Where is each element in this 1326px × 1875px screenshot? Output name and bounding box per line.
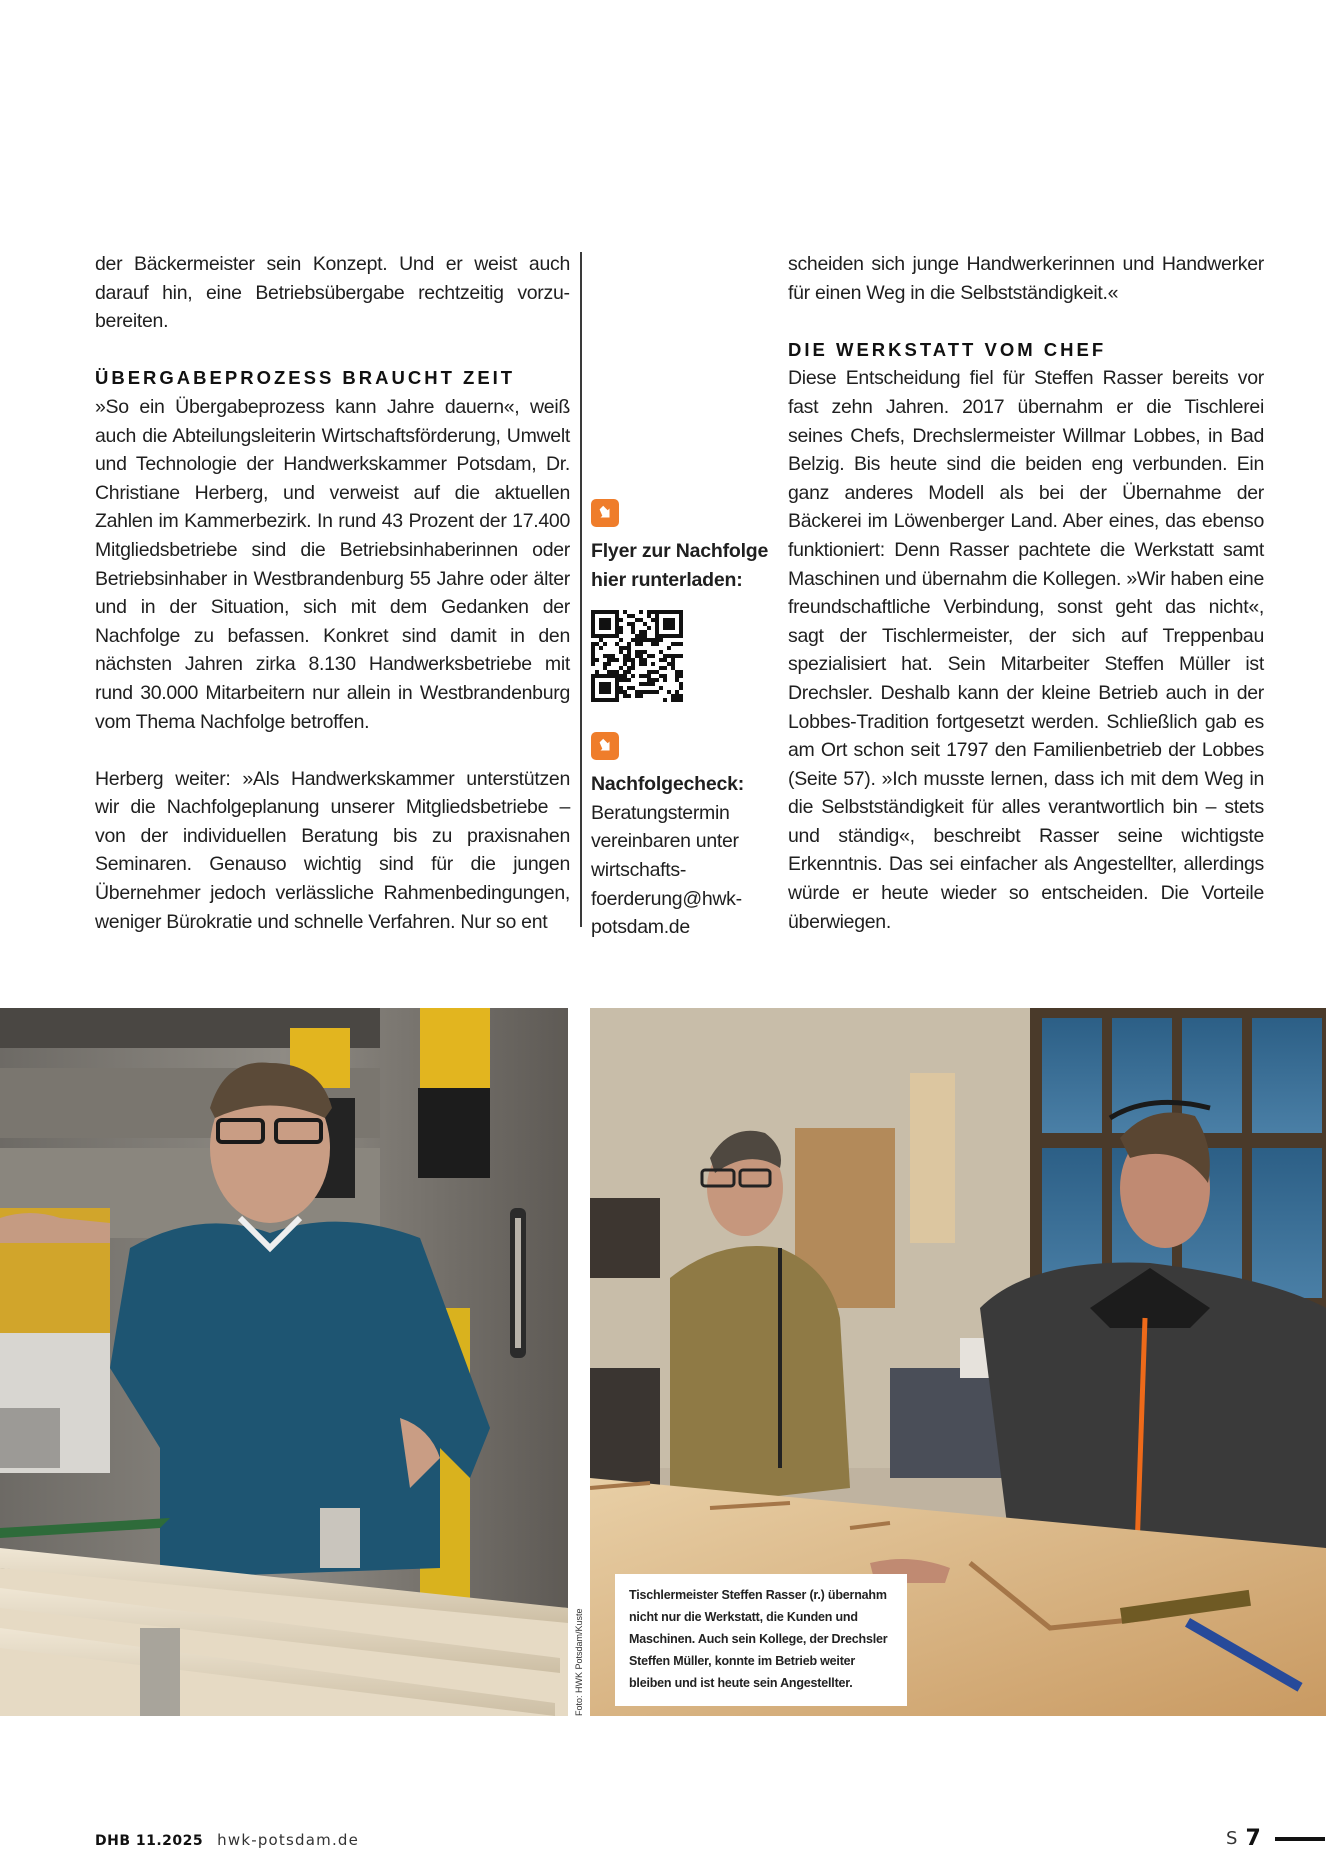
check-title: Nachfolgecheck:	[591, 773, 745, 796]
paragraph: der Bäckermeister sein Konzept. Und er weist auch darauf hin, eine Betriebsübergabe rechtzeitig vorzubereiten.	[95, 253, 570, 333]
arrow-down-right-icon	[591, 732, 619, 760]
photo-credit: Foto: HWK Potsdam/Kuste	[574, 1608, 584, 1716]
section-heading: ÜBERGABEPROZESS BRAUCHT ZEIT	[95, 367, 516, 389]
photo-baker	[0, 1008, 568, 1716]
contact-email-link[interactable]: Beratungstermin vereinbaren unter wirtschaftsfoerderung@hwk-potsdam.de	[591, 801, 742, 939]
arrow-down-right-icon	[591, 499, 619, 527]
issue-label: DHB 11.2025	[95, 1833, 204, 1849]
section-heading: DIE WERKSTATT VOM CHEF	[788, 338, 1107, 360]
info-sidebar	[591, 499, 776, 942]
page-prefix: S	[1226, 1828, 1238, 1849]
page-number: 7	[1245, 1826, 1261, 1851]
article-column-left	[95, 250, 570, 936]
photo-caption: Tischlermeister Steffen Rasser (r.) übernahm nicht nur die Werkstatt, die Kunden und Maschinen. Auch sein Kollege, der Drechsler Steffen Müller, konnte im Betrieb weiter bleiben und ist heute sein Angestellter.	[615, 1574, 907, 1706]
paragraph: »So ein Übergabeprozess kann Jahre dauern«, weiß auch die Abteilungsleiterin Wirtschaftsförderung, Umwelt und Technologie der Handwerkskammer Potsdam, Dr. Christiane Herberg, und verweist auf die aktuellen Zahlen im Kammerbezirk. In rund 43 Prozent der 17.400 Mitgliedsbetriebe sind die Betriebsinhaberinnen oder Betriebsinhaber in Westbrandenburg 55 Jahre oder älter und in der Situation, sich mit dem Gedanken der Nachfolge zu befassen. Konkret sind damit in den nächsten Jahren zirka 8.130 Handwerksbetriebe mit rund 30.000 Mitarbeitern nur allein in Westbrandenburg vom Thema Nachfolge betroffen.	[95, 395, 570, 733]
page-rule	[1275, 1837, 1325, 1841]
column-divider	[580, 252, 582, 927]
paragraph: scheiden sich junge Handwerkerinnen und Handwerker für einen Weg in die Selbstständigkeit.«	[788, 253, 1264, 304]
paragraph: Herberg weiter: »Als Handwerkskammer unterstützen wir die Nachfolgeplanung unserer Mitgliedsbetriebe – von der individuellen Beratung bis zu praxisnahen Seminaren. Genauso wichtig sind für die jungen Übernehmer jedoch verlässliche Rahmenbedingungen, weniger Bürokratie und schnelle Verfahren. Nur so ent	[95, 767, 570, 933]
footer-left	[95, 1831, 359, 1849]
flyer-title: Flyer zur Nachfolge hier runterladen:	[591, 540, 769, 591]
paragraph: Diese Entscheidung fiel für Steffen Rasser bereits vor fast zehn Jahren. 2017 übernahm er die Tischlerei seines Chefs, Drechslermeister Willmar Lobbes, in Bad Belzig. Bis heute sind die beiden eng verbunden. Ein ganz anderes Modell als bei der Übernahme der Bäckerei im Löwenberger Land. Aber eines, das ebenso funktioniert: Denn Rasser pachtete die Werkstatt samt Maschinen und übernahm die Kollegen. »Wir haben eine freundschaftliche Verbindung, sonst geht das nicht«, sagt der Tischlermeister, der sich auf Treppenbau spezialisiert hat. Sein Mitarbeiter Steffen Müller ist Drechsler. Deshalb kann der kleine Betrieb auch in der Lobbes-Tradition fortgesetzt werden. Schließlich gab es am Ort schon seit 1797 den Familienbetrieb der Lobbes (Seite 57). »Ich musste lernen, dass ich mit dem Weg in die Selbstständigkeit für alles verantwortlich bin – stets und ständig«, beschreibt Rasser seine wichtigste Erkenntnis. Das sei einfacher als Angestellter, allerdings würde er heute wieder so entscheiden. Die Vorteile überwiegen.	[788, 367, 1264, 933]
article-column-right	[788, 250, 1264, 936]
website-link[interactable]: hwk-potsdam.de	[217, 1831, 360, 1849]
page-indicator	[1226, 1826, 1325, 1851]
qr-code-icon[interactable]	[591, 610, 683, 702]
